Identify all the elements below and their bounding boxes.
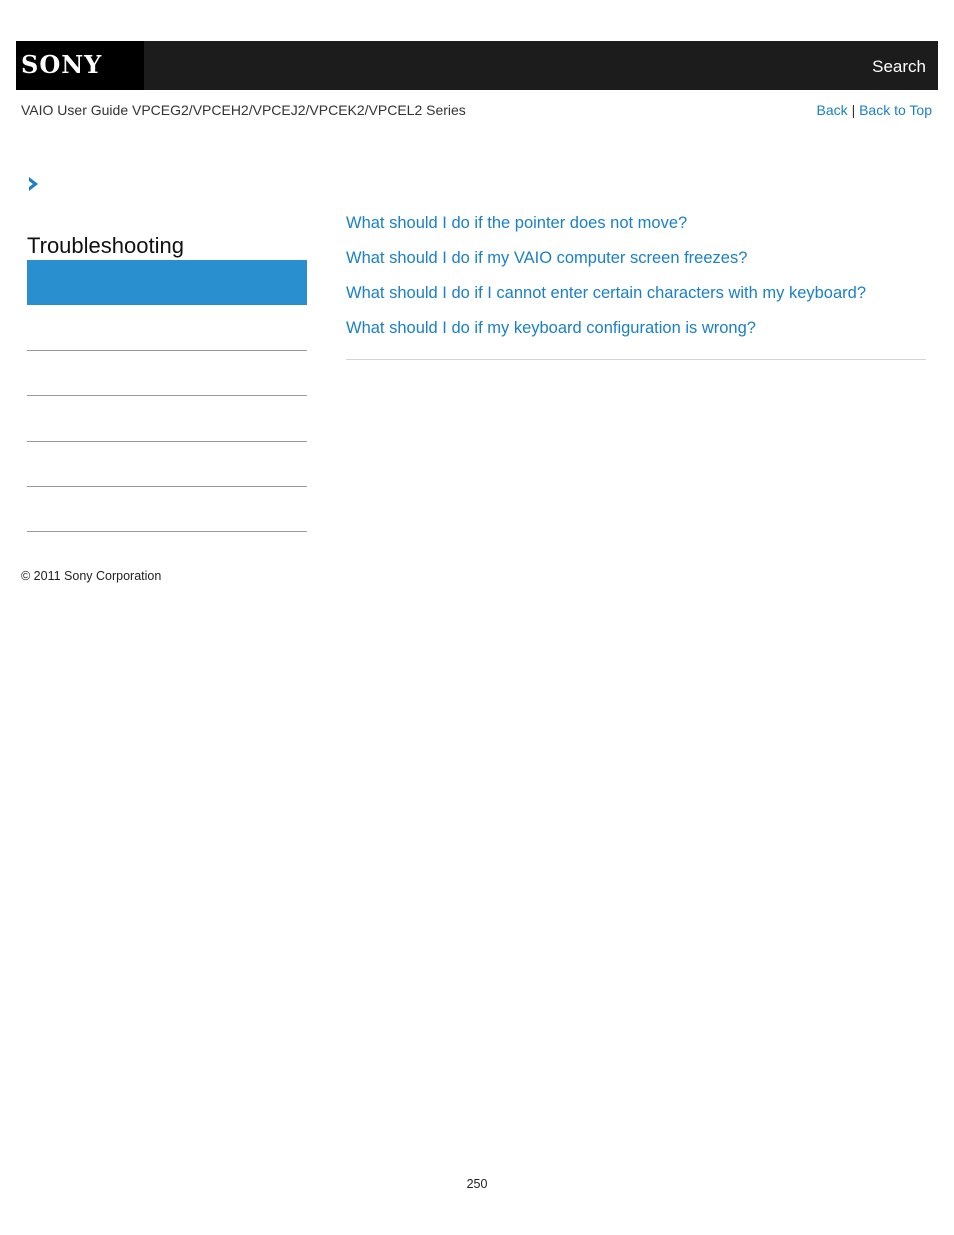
guide-title: VAIO User Guide VPCEG2/VPCEH2/VPCEJ2/VPCEK2/VPCEL2 Series xyxy=(21,102,466,118)
sidebar-heading: Troubleshooting xyxy=(27,233,184,258)
chevron-right-icon xyxy=(27,176,41,192)
search-button[interactable]: Search xyxy=(872,57,926,76)
screen-freezes-link[interactable]: What should I do if my VAIO computer screen freezes? xyxy=(346,249,748,267)
sidebar-item[interactable] xyxy=(27,305,307,350)
sidebar-item[interactable] xyxy=(27,487,307,532)
copyright: © 2011 Sony Corporation xyxy=(21,569,162,583)
sidebar-item-active[interactable] xyxy=(27,260,307,305)
header-bar xyxy=(16,41,938,90)
topic-links xyxy=(346,213,926,353)
nav-separator: | xyxy=(851,102,856,118)
sony-logo[interactable] xyxy=(16,41,144,90)
keyboard-configuration-wrong-link[interactable]: What should I do if my keyboard configuration is wrong? xyxy=(346,319,756,337)
pointer-does-not-move-link[interactable]: What should I do if the pointer does not move? xyxy=(346,214,688,232)
sidebar xyxy=(27,260,307,532)
back-link[interactable]: Back xyxy=(816,102,848,118)
sidebar-item[interactable] xyxy=(27,396,307,441)
cannot-enter-characters-link[interactable]: What should I do if I cannot enter certain characters with my keyboard? xyxy=(346,284,867,302)
sidebar-item[interactable] xyxy=(27,351,307,396)
logo-text: SONY xyxy=(21,50,103,79)
content-divider xyxy=(346,359,926,360)
sidebar-item[interactable] xyxy=(27,442,307,487)
page-number: 250 xyxy=(466,1177,488,1191)
back-to-top-link[interactable]: Back to Top xyxy=(859,102,932,118)
top-navigation xyxy=(817,102,932,118)
